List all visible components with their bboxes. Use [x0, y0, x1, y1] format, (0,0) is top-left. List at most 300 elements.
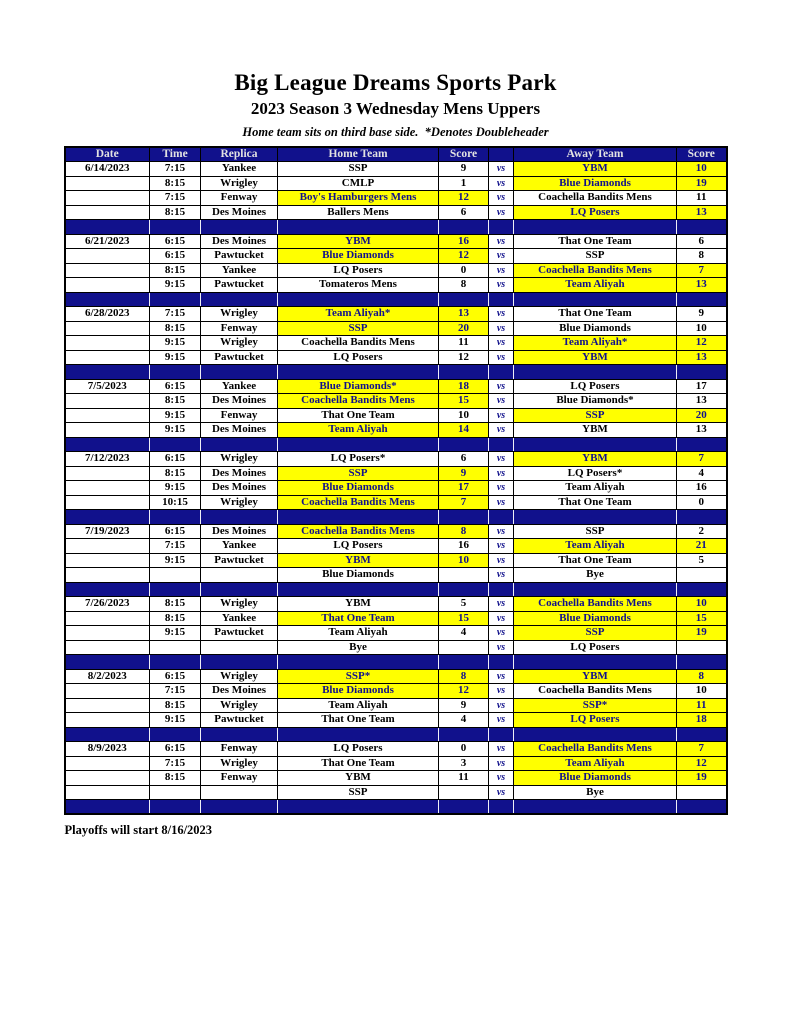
replica-cell [201, 568, 278, 583]
separator-cell [489, 655, 514, 670]
date-cell [65, 321, 150, 336]
away-team-cell: Team Aliyah [514, 756, 677, 771]
home-team-cell: Coachella Bandits Mens [278, 495, 439, 510]
header-home-team: Home Team [278, 147, 439, 162]
time-cell: 6:15 [150, 452, 201, 467]
game-row [65, 205, 727, 220]
date-cell [65, 553, 150, 568]
home-score-cell: 11 [439, 336, 489, 351]
home-team-cell: Blue Diamonds [278, 481, 439, 496]
vs-cell: vs [489, 321, 514, 336]
page-title: Big League Dreams Sports Park [234, 70, 557, 95]
home-team-cell: Team Aliyah [278, 423, 439, 438]
time-cell: 6:15 [150, 379, 201, 394]
home-team-cell: Ballers Mens [278, 205, 439, 220]
date-cell [65, 423, 150, 438]
separator-cell [278, 437, 439, 452]
away-score-cell: 0 [677, 495, 727, 510]
home-score-cell: 6 [439, 452, 489, 467]
home-score-cell: 10 [439, 408, 489, 423]
replica-cell: Des Moines [201, 466, 278, 481]
away-score-cell: 13 [677, 205, 727, 220]
replica-cell: Wrigley [201, 336, 278, 351]
away-team-cell: Blue Diamonds [514, 176, 677, 191]
game-row [65, 336, 727, 351]
separator-cell [278, 655, 439, 670]
home-team-cell: CMLP [278, 176, 439, 191]
time-cell: 6:15 [150, 234, 201, 249]
away-score-cell: 7 [677, 263, 727, 278]
game-row [65, 785, 727, 800]
separator-cell [278, 582, 439, 597]
away-team-cell: That One Team [514, 495, 677, 510]
home-team-cell: Boy's Hamburgers Mens [278, 191, 439, 206]
home-team-cell: SSP* [278, 669, 439, 684]
away-team-cell: Blue Diamonds [514, 771, 677, 786]
replica-cell: Pawtucket [201, 350, 278, 365]
separator-cell [489, 727, 514, 742]
replica-cell: Wrigley [201, 495, 278, 510]
vs-cell: vs [489, 640, 514, 655]
time-cell: 8:15 [150, 321, 201, 336]
date-cell: 6/28/2023 [65, 307, 150, 322]
home-team-cell: SSP [278, 785, 439, 800]
separator-cell [514, 292, 677, 307]
date-cell [65, 568, 150, 583]
date-cell [65, 263, 150, 278]
separator-cell [677, 365, 727, 380]
date-cell [65, 684, 150, 699]
separator-row [65, 727, 727, 742]
away-team-cell: YBM [514, 669, 677, 684]
home-team-cell: YBM [278, 553, 439, 568]
game-row [65, 307, 727, 322]
separator-cell [489, 437, 514, 452]
away-score-cell: 8 [677, 249, 727, 264]
separator-cell [514, 510, 677, 525]
vs-cell: vs [489, 785, 514, 800]
separator-cell [201, 292, 278, 307]
separator-row [65, 582, 727, 597]
date-cell: 7/26/2023 [65, 597, 150, 612]
replica-cell: Wrigley [201, 756, 278, 771]
away-score-cell: 10 [677, 684, 727, 699]
time-cell [150, 640, 201, 655]
vs-cell: vs [489, 568, 514, 583]
vs-cell: vs [489, 423, 514, 438]
separator-cell [677, 510, 727, 525]
vs-cell: vs [489, 452, 514, 467]
separator-cell [150, 365, 201, 380]
home-score-cell: 8 [439, 669, 489, 684]
home-score-cell: 13 [439, 307, 489, 322]
time-cell: 6:15 [150, 249, 201, 264]
away-team-cell: Blue Diamonds [514, 321, 677, 336]
away-score-cell: 19 [677, 176, 727, 191]
date-cell: 6/14/2023 [65, 162, 150, 177]
time-cell [150, 568, 201, 583]
time-cell: 9:15 [150, 278, 201, 293]
home-team-cell: LQ Posers [278, 742, 439, 757]
game-row [65, 278, 727, 293]
game-row [65, 234, 727, 249]
date-cell [65, 336, 150, 351]
header-away-score: Score [677, 147, 727, 162]
home-score-cell: 4 [439, 626, 489, 641]
away-team-cell: Bye [514, 785, 677, 800]
vs-cell: vs [489, 539, 514, 554]
vs-cell: vs [489, 263, 514, 278]
separator-cell [150, 727, 201, 742]
game-row [65, 524, 727, 539]
replica-cell: Pawtucket [201, 553, 278, 568]
date-cell [65, 785, 150, 800]
game-row [65, 771, 727, 786]
separator-cell [150, 437, 201, 452]
away-score-cell: 8 [677, 669, 727, 684]
game-row [65, 466, 727, 481]
game-row [65, 553, 727, 568]
home-score-cell: 16 [439, 539, 489, 554]
game-row [65, 539, 727, 554]
time-cell: 7:15 [150, 684, 201, 699]
separator-cell [439, 800, 489, 815]
game-row [65, 379, 727, 394]
date-cell [65, 495, 150, 510]
home-score-cell: 6 [439, 205, 489, 220]
separator-cell [439, 437, 489, 452]
home-score-cell: 0 [439, 742, 489, 757]
home-score-cell: 17 [439, 481, 489, 496]
home-team-cell: Blue Diamonds [278, 684, 439, 699]
separator-cell [439, 727, 489, 742]
date-cell: 7/12/2023 [65, 452, 150, 467]
home-team-cell: SSP [278, 162, 439, 177]
vs-cell: vs [489, 379, 514, 394]
home-score-cell: 9 [439, 162, 489, 177]
separator-cell [489, 510, 514, 525]
separator-cell [489, 365, 514, 380]
vs-cell: vs [489, 698, 514, 713]
vs-cell: vs [489, 350, 514, 365]
away-team-cell: Team Aliyah* [514, 336, 677, 351]
separator-cell [150, 582, 201, 597]
time-cell: 7:15 [150, 162, 201, 177]
time-cell: 8:15 [150, 771, 201, 786]
separator-cell [150, 292, 201, 307]
vs-cell: vs [489, 742, 514, 757]
away-score-cell: 11 [677, 191, 727, 206]
home-score-cell: 11 [439, 771, 489, 786]
vs-cell: vs [489, 408, 514, 423]
separator-cell [514, 655, 677, 670]
separator-cell [278, 365, 439, 380]
replica-cell: Wrigley [201, 452, 278, 467]
game-row [65, 191, 727, 206]
separator-cell [278, 292, 439, 307]
separator-cell [439, 292, 489, 307]
away-team-cell: That One Team [514, 553, 677, 568]
home-team-cell: Coachella Bandits Mens [278, 524, 439, 539]
separator-cell [439, 510, 489, 525]
separator-cell [201, 727, 278, 742]
away-score-cell: 5 [677, 553, 727, 568]
game-row [65, 640, 727, 655]
replica-cell: Yankee [201, 379, 278, 394]
replica-cell: Wrigley [201, 669, 278, 684]
separator-row [65, 510, 727, 525]
separator-cell [677, 582, 727, 597]
vs-cell: vs [489, 713, 514, 728]
date-cell [65, 191, 150, 206]
away-team-cell: That One Team [514, 307, 677, 322]
home-score-cell [439, 568, 489, 583]
game-row [65, 321, 727, 336]
away-score-cell: 12 [677, 756, 727, 771]
home-team-cell: Coachella Bandits Mens [278, 394, 439, 409]
date-cell [65, 771, 150, 786]
home-team-cell: Blue Diamonds* [278, 379, 439, 394]
date-cell: 8/2/2023 [65, 669, 150, 684]
game-row [65, 611, 727, 626]
time-cell: 8:15 [150, 394, 201, 409]
home-team-cell: YBM [278, 597, 439, 612]
home-team-cell: SSP [278, 321, 439, 336]
replica-cell: Fenway [201, 321, 278, 336]
away-team-cell: SSP* [514, 698, 677, 713]
separator-cell [489, 220, 514, 235]
time-cell: 8:15 [150, 698, 201, 713]
away-score-cell: 12 [677, 336, 727, 351]
replica-cell: Pawtucket [201, 626, 278, 641]
away-team-cell: Coachella Bandits Mens [514, 597, 677, 612]
schedule-table-body [65, 162, 727, 815]
time-cell: 8:15 [150, 176, 201, 191]
home-score-cell: 1 [439, 176, 489, 191]
game-row [65, 162, 727, 177]
date-cell: 8/9/2023 [65, 742, 150, 757]
replica-cell: Des Moines [201, 481, 278, 496]
separator-cell [514, 582, 677, 597]
away-score-cell: 6 [677, 234, 727, 249]
vs-cell: vs [489, 597, 514, 612]
page-subtitle: 2023 Season 3 Wednesday Mens Uppers [250, 99, 541, 118]
vs-cell: vs [489, 205, 514, 220]
time-cell: 7:15 [150, 307, 201, 322]
replica-cell: Fenway [201, 742, 278, 757]
home-score-cell [439, 785, 489, 800]
away-team-cell: LQ Posers [514, 205, 677, 220]
separator-cell [439, 220, 489, 235]
vs-cell: vs [489, 162, 514, 177]
home-team-cell: YBM [278, 771, 439, 786]
time-cell: 9:15 [150, 481, 201, 496]
separator-cell [65, 437, 150, 452]
home-score-cell: 20 [439, 321, 489, 336]
away-team-cell: Coachella Bandits Mens [514, 263, 677, 278]
home-score-cell: 15 [439, 611, 489, 626]
time-cell: 7:15 [150, 191, 201, 206]
replica-cell [201, 640, 278, 655]
replica-cell: Des Moines [201, 394, 278, 409]
time-cell: 8:15 [150, 597, 201, 612]
home-score-cell: 18 [439, 379, 489, 394]
vs-cell: vs [489, 481, 514, 496]
game-row [65, 176, 727, 191]
away-score-cell: 11 [677, 698, 727, 713]
replica-cell: Yankee [201, 539, 278, 554]
game-row [65, 626, 727, 641]
time-cell: 7:15 [150, 539, 201, 554]
date-cell [65, 350, 150, 365]
away-score-cell: 16 [677, 481, 727, 496]
time-cell: 9:15 [150, 336, 201, 351]
away-team-cell: SSP [514, 249, 677, 264]
vs-cell: vs [489, 756, 514, 771]
replica-cell: Wrigley [201, 698, 278, 713]
separator-cell [65, 727, 150, 742]
away-team-cell: Team Aliyah [514, 539, 677, 554]
home-team-cell: That One Team [278, 756, 439, 771]
game-row [65, 568, 727, 583]
separator-cell [201, 582, 278, 597]
separator-cell [514, 220, 677, 235]
home-score-cell: 12 [439, 249, 489, 264]
separator-cell [677, 655, 727, 670]
separator-cell [201, 365, 278, 380]
separator-cell [514, 800, 677, 815]
separator-cell [439, 655, 489, 670]
separator-cell [489, 800, 514, 815]
home-team-cell: Bye [278, 640, 439, 655]
time-cell: 6:15 [150, 524, 201, 539]
home-team-cell: LQ Posers [278, 263, 439, 278]
separator-cell [514, 437, 677, 452]
away-score-cell [677, 640, 727, 655]
header-time: Time [150, 147, 201, 162]
game-row [65, 350, 727, 365]
away-team-cell: SSP [514, 524, 677, 539]
separator-cell [439, 365, 489, 380]
date-cell [65, 756, 150, 771]
separator-cell [201, 437, 278, 452]
separator-cell [278, 510, 439, 525]
away-team-cell: That One Team [514, 234, 677, 249]
separator-cell [201, 800, 278, 815]
vs-cell: vs [489, 669, 514, 684]
vs-cell: vs [489, 524, 514, 539]
date-cell: 7/5/2023 [65, 379, 150, 394]
vs-cell: vs [489, 249, 514, 264]
separator-cell [677, 292, 727, 307]
playoffs-note: Playoffs will start 8/16/2023 [64, 823, 213, 837]
separator-cell [65, 292, 150, 307]
replica-cell: Pawtucket [201, 249, 278, 264]
game-row [65, 394, 727, 409]
replica-cell: Yankee [201, 611, 278, 626]
time-cell: 8:15 [150, 611, 201, 626]
date-cell [65, 176, 150, 191]
replica-cell: Wrigley [201, 307, 278, 322]
time-cell: 9:15 [150, 350, 201, 365]
separator-row [65, 292, 727, 307]
away-team-cell: YBM [514, 423, 677, 438]
time-cell: 6:15 [150, 742, 201, 757]
away-score-cell: 13 [677, 350, 727, 365]
game-row [65, 684, 727, 699]
replica-cell: Des Moines [201, 524, 278, 539]
away-score-cell: 17 [677, 379, 727, 394]
vs-cell: vs [489, 394, 514, 409]
header-row [65, 147, 727, 162]
separator-cell [65, 365, 150, 380]
separator-cell [439, 582, 489, 597]
separator-cell [677, 800, 727, 815]
time-cell: 8:15 [150, 466, 201, 481]
game-row [65, 742, 727, 757]
header-home-score: Score [439, 147, 489, 162]
away-team-cell: SSP [514, 408, 677, 423]
away-score-cell: 15 [677, 611, 727, 626]
schedule-table [64, 146, 728, 815]
home-score-cell: 8 [439, 278, 489, 293]
separator-cell [150, 655, 201, 670]
separator-cell [65, 220, 150, 235]
vs-cell: vs [489, 466, 514, 481]
time-cell: 6:15 [150, 669, 201, 684]
home-team-cell: Team Aliyah* [278, 307, 439, 322]
home-score-cell: 10 [439, 553, 489, 568]
date-cell [65, 626, 150, 641]
date-cell [65, 408, 150, 423]
away-team-cell: LQ Posers [514, 713, 677, 728]
away-score-cell: 13 [677, 394, 727, 409]
game-row [65, 423, 727, 438]
game-row [65, 263, 727, 278]
away-team-cell: YBM [514, 350, 677, 365]
replica-cell: Des Moines [201, 205, 278, 220]
home-team-cell: That One Team [278, 611, 439, 626]
time-cell: 8:15 [150, 263, 201, 278]
home-team-cell: Blue Diamonds [278, 568, 439, 583]
away-score-cell: 13 [677, 278, 727, 293]
away-team-cell: Bye [514, 568, 677, 583]
replica-cell: Pawtucket [201, 713, 278, 728]
separator-cell [201, 220, 278, 235]
vs-cell: vs [489, 176, 514, 191]
home-team-cell: Team Aliyah [278, 626, 439, 641]
replica-cell: Des Moines [201, 234, 278, 249]
date-cell [65, 466, 150, 481]
separator-row [65, 437, 727, 452]
time-cell: 9:15 [150, 626, 201, 641]
separator-row [65, 365, 727, 380]
date-cell [65, 713, 150, 728]
home-team-cell: Blue Diamonds [278, 249, 439, 264]
date-cell [65, 698, 150, 713]
time-cell: 9:15 [150, 423, 201, 438]
away-team-cell: LQ Posers [514, 379, 677, 394]
home-team-cell: Tomateros Mens [278, 278, 439, 293]
game-row [65, 669, 727, 684]
vs-cell: vs [489, 234, 514, 249]
separator-cell [489, 582, 514, 597]
replica-cell: Yankee [201, 162, 278, 177]
away-score-cell: 10 [677, 162, 727, 177]
date-cell [65, 611, 150, 626]
away-team-cell: YBM [514, 162, 677, 177]
away-score-cell: 4 [677, 466, 727, 481]
